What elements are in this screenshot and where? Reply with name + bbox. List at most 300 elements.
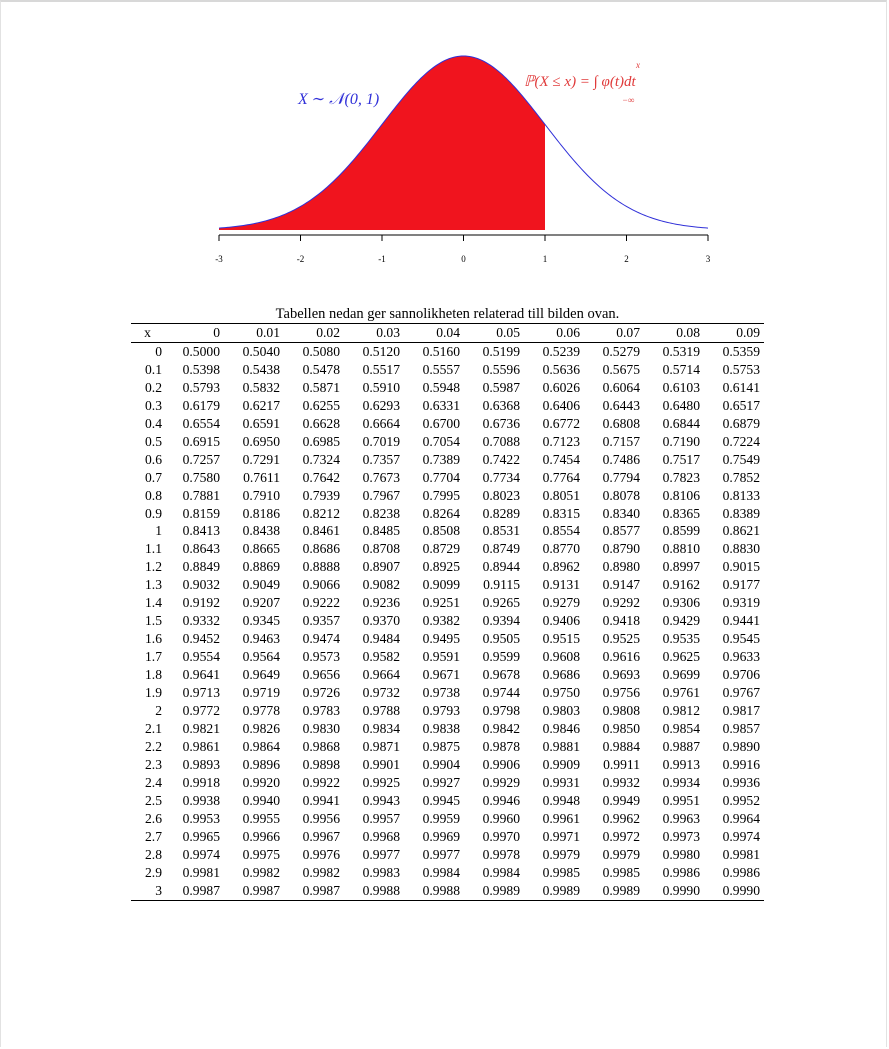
probability-cell: 0.9963 xyxy=(662,810,700,826)
probability-cell: 0.5040 xyxy=(242,343,280,359)
probability-cell: 0.9279 xyxy=(542,595,580,611)
row-label-x: 1.7 xyxy=(145,649,162,665)
column-header: 0 xyxy=(213,325,220,340)
probability-cell: 0.5359 xyxy=(722,343,760,359)
probability-cell: 0.9959 xyxy=(422,810,460,826)
probability-cell: 0.9732 xyxy=(362,685,400,701)
row-label-x: 1 xyxy=(155,523,162,539)
probability-cell: 0.6293 xyxy=(362,397,400,413)
probability-cell: 0.8106 xyxy=(662,487,700,503)
probability-cell: 0.7517 xyxy=(662,451,700,467)
probability-cell: 0.9868 xyxy=(302,738,340,754)
probability-cell: 0.8925 xyxy=(422,559,460,575)
probability-cell: 0.7967 xyxy=(362,487,400,503)
probability-cell: 0.9929 xyxy=(482,774,520,790)
probability-table-section xyxy=(131,305,764,901)
probability-cell: 0.9861 xyxy=(182,738,220,754)
probability-cell: 0.8159 xyxy=(182,505,220,521)
row-label-x: 2.1 xyxy=(145,720,162,736)
row-label-x: 2.5 xyxy=(145,792,162,808)
probability-cell: 0.9664 xyxy=(362,667,400,683)
probability-cell: 0.9875 xyxy=(422,738,460,754)
probability-cell: 0.9599 xyxy=(482,649,520,665)
probability-cell: 0.9345 xyxy=(242,613,280,629)
probability-cell: 0.7257 xyxy=(182,451,220,467)
table-row xyxy=(131,882,764,900)
probability-cell: 0.8315 xyxy=(542,505,580,521)
row-label-x: 1.6 xyxy=(145,631,162,647)
probability-cell: 0.6591 xyxy=(242,415,280,431)
row-label-x: 1.5 xyxy=(145,613,162,629)
probability-cell: 0.9981 xyxy=(182,864,220,880)
probability-cell: 0.9943 xyxy=(362,792,400,808)
row-label-x: 3 xyxy=(155,882,162,898)
probability-cell: 0.9798 xyxy=(482,703,520,719)
probability-cell: 0.9987 xyxy=(302,882,340,898)
probability-cell: 0.8438 xyxy=(242,523,280,539)
probability-cell: 0.8078 xyxy=(602,487,640,503)
probability-cell: 0.7291 xyxy=(242,451,280,467)
probability-cell: 0.9066 xyxy=(302,577,340,593)
probability-cell: 0.9463 xyxy=(242,631,280,647)
table-row xyxy=(131,666,764,684)
row-label-x: 2.2 xyxy=(145,738,162,754)
probability-cell: 0.9678 xyxy=(482,667,520,683)
column-header: 0.02 xyxy=(316,325,340,340)
probability-cell: 0.9850 xyxy=(602,720,640,736)
probability-formula xyxy=(524,60,640,105)
axis-tick-label: -2 xyxy=(296,254,305,264)
probability-cell: 0.9956 xyxy=(302,810,340,826)
probability-cell: 0.9573 xyxy=(302,649,340,665)
row-label-x: 1.4 xyxy=(145,595,162,611)
probability-cell: 0.9952 xyxy=(722,792,760,808)
probability-cell: 0.6103 xyxy=(662,379,700,395)
probability-cell: 0.9515 xyxy=(542,631,580,647)
probability-cell: 0.6331 xyxy=(422,397,460,413)
probability-cell: 0.9966 xyxy=(242,828,280,844)
normal-distribution-figure xyxy=(0,0,889,290)
probability-cell: 0.9984 xyxy=(422,864,460,880)
probability-cell: 0.9884 xyxy=(602,738,640,754)
table-row xyxy=(131,720,764,738)
table-row xyxy=(131,505,764,523)
probability-cell: 0.9744 xyxy=(482,685,520,701)
probability-cell: 0.6517 xyxy=(722,397,760,413)
table-row xyxy=(131,684,764,702)
probability-cell: 0.9949 xyxy=(602,792,640,808)
probability-cell: 0.9750 xyxy=(542,685,580,701)
probability-cell: 0.8389 xyxy=(722,505,760,521)
probability-cell: 0.9686 xyxy=(542,667,580,683)
probability-cell: 0.5160 xyxy=(422,343,460,359)
probability-cell: 0.9940 xyxy=(242,792,280,808)
probability-cell: 0.6179 xyxy=(182,397,220,413)
probability-cell: 0.9738 xyxy=(422,685,460,701)
probability-cell: 0.9495 xyxy=(422,631,460,647)
probability-cell: 0.9976 xyxy=(302,846,340,862)
probability-cell: 0.8790 xyxy=(602,541,640,557)
probability-cell: 0.6217 xyxy=(242,397,280,413)
probability-cell: 0.9953 xyxy=(182,810,220,826)
axis-tick-label: 0 xyxy=(461,254,466,264)
probability-cell: 0.9719 xyxy=(242,685,280,701)
probability-cell: 0.8599 xyxy=(662,523,700,539)
probability-cell: 0.6879 xyxy=(722,415,760,431)
probability-cell: 0.7486 xyxy=(602,451,640,467)
probability-cell: 0.9177 xyxy=(722,577,760,593)
probability-cell: 0.7673 xyxy=(362,469,400,485)
table-row xyxy=(131,451,764,469)
probability-cell: 0.9474 xyxy=(302,631,340,647)
probability-cell: 0.9913 xyxy=(662,756,700,772)
column-header: 0.08 xyxy=(676,325,700,340)
probability-cell: 0.7190 xyxy=(662,433,700,449)
probability-cell: 0.9904 xyxy=(422,756,460,772)
probability-cell: 0.9484 xyxy=(362,631,400,647)
probability-cell: 0.9726 xyxy=(302,685,340,701)
probability-cell: 0.9965 xyxy=(182,828,220,844)
probability-cell: 0.9864 xyxy=(242,738,280,754)
probability-cell: 0.9960 xyxy=(482,810,520,826)
shaded-probability-area xyxy=(219,56,545,230)
table-row xyxy=(131,630,764,648)
probability-cell: 0.9936 xyxy=(722,774,760,790)
probability-cell: 0.9131 xyxy=(542,577,580,593)
probability-cell: 0.9979 xyxy=(602,846,640,862)
probability-cell: 0.9898 xyxy=(302,756,340,772)
table-row xyxy=(131,612,764,630)
table-row xyxy=(131,756,764,774)
table-row xyxy=(131,361,764,379)
probability-cell: 0.9306 xyxy=(662,595,700,611)
probability-cell: 0.9808 xyxy=(602,703,640,719)
probability-cell: 0.7580 xyxy=(182,469,220,485)
probability-cell: 0.9656 xyxy=(302,667,340,683)
probability-cell: 0.9545 xyxy=(722,631,760,647)
probability-cell: 0.7454 xyxy=(542,451,580,467)
column-header: 0.05 xyxy=(496,325,520,340)
probability-cell: 0.9978 xyxy=(482,846,520,862)
table-header-row xyxy=(131,324,764,343)
probability-cell: 0.9973 xyxy=(662,828,700,844)
probability-cell: 0.6664 xyxy=(362,415,400,431)
probability-cell: 0.8749 xyxy=(482,541,520,557)
x-axis-ticks xyxy=(215,235,711,264)
probability-cell: 0.8531 xyxy=(482,523,520,539)
table-row xyxy=(131,864,764,882)
probability-cell: 0.6628 xyxy=(302,415,340,431)
probability-cell: 0.8770 xyxy=(542,541,580,557)
probability-cell: 0.7157 xyxy=(602,433,640,449)
probability-cell: 0.9990 xyxy=(662,882,700,898)
probability-cell: 0.9934 xyxy=(662,774,700,790)
probability-cell: 0.9783 xyxy=(302,703,340,719)
probability-cell: 0.9793 xyxy=(422,703,460,719)
probability-cell: 0.9871 xyxy=(362,738,400,754)
probability-cell: 0.8238 xyxy=(362,505,400,521)
row-label-x: 1.1 xyxy=(145,541,162,557)
probability-cell: 0.9641 xyxy=(182,667,220,683)
probability-cell: 0.9957 xyxy=(362,810,400,826)
probability-label: ℙ(X ≤ x) = ∫ φ(t)dt xyxy=(524,74,636,90)
probability-cell: 0.9887 xyxy=(662,738,700,754)
probability-cell: 0.9946 xyxy=(482,792,520,808)
probability-cell: 0.5675 xyxy=(602,361,640,377)
row-label-x: 0.4 xyxy=(145,415,162,431)
probability-cell: 0.9981 xyxy=(722,846,760,862)
axis-tick-label: 2 xyxy=(624,254,629,264)
probability-cell: 0.9854 xyxy=(662,720,700,736)
probability-cell: 0.8962 xyxy=(542,559,580,575)
row-label-x: 0.3 xyxy=(145,397,162,413)
probability-cell: 0.7939 xyxy=(302,487,340,503)
probability-cell: 0.9616 xyxy=(602,649,640,665)
probability-cell: 0.9441 xyxy=(722,613,760,629)
probability-cell: 0.8888 xyxy=(302,559,340,575)
probability-cell: 0.5753 xyxy=(722,361,760,377)
probability-cell: 0.9975 xyxy=(242,846,280,862)
row-label-x: 0 xyxy=(155,343,162,359)
table-row xyxy=(131,342,764,360)
probability-cell: 0.9977 xyxy=(422,846,460,862)
probability-cell: 0.7389 xyxy=(422,451,460,467)
table-row xyxy=(131,648,764,666)
probability-cell: 0.7054 xyxy=(422,433,460,449)
probability-cell: 0.5199 xyxy=(482,343,520,359)
probability-cell: 0.9251 xyxy=(422,595,460,611)
probability-cell: 0.6064 xyxy=(602,379,640,395)
probability-cell: 0.7734 xyxy=(482,469,520,485)
probability-cell: 0.9032 xyxy=(182,577,220,593)
probability-cell: 0.9985 xyxy=(542,864,580,880)
table-row xyxy=(131,594,764,612)
probability-cell: 0.9989 xyxy=(602,882,640,898)
row-label-x: 1.8 xyxy=(145,667,162,683)
probability-cell: 0.9955 xyxy=(242,810,280,826)
probability-cell: 0.9982 xyxy=(302,864,340,880)
table-row xyxy=(131,792,764,810)
probability-cell: 0.5120 xyxy=(362,343,400,359)
probability-cell: 0.7088 xyxy=(482,433,520,449)
row-label-x: 0.8 xyxy=(145,487,162,503)
probability-cell: 0.6915 xyxy=(182,433,220,449)
probability-cell: 0.9429 xyxy=(662,613,700,629)
probability-cell: 0.5319 xyxy=(662,343,700,359)
probability-cell: 0.6368 xyxy=(482,397,520,413)
probability-cell: 0.8643 xyxy=(182,541,220,557)
probability-cell: 0.7224 xyxy=(722,433,760,449)
table-row xyxy=(131,738,764,756)
probability-cell: 0.9842 xyxy=(482,720,520,736)
probability-cell: 0.9979 xyxy=(542,846,580,862)
table-row xyxy=(131,810,764,828)
column-header: 0.07 xyxy=(616,325,640,340)
probability-cell: 0.8340 xyxy=(602,505,640,521)
row-label-x: 0.2 xyxy=(145,379,162,395)
probability-cell: 0.9988 xyxy=(362,882,400,898)
probability-cell: 0.9987 xyxy=(182,882,220,898)
probability-cell: 0.5478 xyxy=(302,361,340,377)
probability-cell: 0.9945 xyxy=(422,792,460,808)
probability-cell: 0.9932 xyxy=(602,774,640,790)
probability-cell: 0.9964 xyxy=(722,810,760,826)
probability-cell: 0.9394 xyxy=(482,613,520,629)
row-label-x: 0.6 xyxy=(145,451,162,467)
probability-cell: 0.9830 xyxy=(302,720,340,736)
axis-tick-label: -1 xyxy=(378,254,386,264)
probability-cell: 0.5948 xyxy=(422,379,460,395)
row-label-x: 2 xyxy=(155,703,162,719)
probability-cell: 0.9968 xyxy=(362,828,400,844)
probability-cell: 0.8577 xyxy=(602,523,640,539)
probability-cell: 0.9162 xyxy=(662,577,700,593)
table-row xyxy=(131,558,764,576)
probability-cell: 0.9988 xyxy=(422,882,460,898)
probability-cell: 0.9878 xyxy=(482,738,520,754)
probability-cell: 0.9927 xyxy=(422,774,460,790)
probability-cell: 0.9857 xyxy=(722,720,760,736)
probability-cell: 0.9761 xyxy=(662,685,700,701)
probability-cell: 0.5910 xyxy=(362,379,400,395)
probability-cell: 0.9292 xyxy=(602,595,640,611)
probability-cell: 0.6736 xyxy=(482,415,520,431)
probability-cell: 0.5239 xyxy=(542,343,580,359)
probability-cell: 0.8051 xyxy=(542,487,580,503)
probability-cell: 0.5636 xyxy=(542,361,580,377)
probability-cell: 0.9756 xyxy=(602,685,640,701)
probability-cell: 0.6772 xyxy=(542,415,580,431)
probability-cell: 0.9564 xyxy=(242,649,280,665)
table-row xyxy=(131,828,764,846)
row-label-x: 2.6 xyxy=(145,810,162,826)
table-caption: Tabellen nedan ger sannolikheten relaterad till bilden ovan. xyxy=(275,306,620,322)
probability-cell: 0.6700 xyxy=(422,415,460,431)
probability-cell: 0.9099 xyxy=(422,577,460,593)
probability-cell: 0.5832 xyxy=(242,379,280,395)
probability-cell: 0.8621 xyxy=(722,523,760,539)
probability-cell: 0.9989 xyxy=(542,882,580,898)
row-label-x: 2.7 xyxy=(145,828,162,844)
probability-cell: 0.9967 xyxy=(302,828,340,844)
probability-cell: 0.6255 xyxy=(302,397,340,413)
table-row xyxy=(131,846,764,864)
probability-cell: 0.9625 xyxy=(662,649,700,665)
integral-lower-limit: −∞ xyxy=(622,95,635,105)
probability-cell: 0.8186 xyxy=(242,505,280,521)
probability-cell: 0.9222 xyxy=(302,595,340,611)
probability-cell: 0.7764 xyxy=(542,469,580,485)
integral-upper-limit: x xyxy=(636,60,640,70)
probability-cell: 0.9846 xyxy=(542,720,580,736)
probability-cell: 0.9207 xyxy=(242,595,280,611)
probability-cell: 0.7019 xyxy=(362,433,400,449)
probability-cell: 0.9881 xyxy=(542,738,580,754)
probability-cell: 0.9971 xyxy=(542,828,580,844)
probability-cell: 0.5000 xyxy=(182,343,220,359)
probability-cell: 0.9970 xyxy=(482,828,520,844)
probability-cell: 0.9962 xyxy=(602,810,640,826)
probability-cell: 0.9049 xyxy=(242,577,280,593)
probability-cell: 0.7881 xyxy=(182,487,220,503)
probability-cell: 0.9554 xyxy=(182,649,220,665)
probability-cell: 0.9984 xyxy=(482,864,520,880)
probability-cell: 0.9015 xyxy=(722,559,760,575)
probability-cell: 0.9911 xyxy=(603,756,640,772)
probability-cell: 0.8508 xyxy=(422,523,460,539)
probability-cell: 0.8413 xyxy=(182,523,220,539)
probability-cell: 0.5793 xyxy=(182,379,220,395)
probability-cell: 0.9147 xyxy=(602,577,640,593)
row-label-x: 1.2 xyxy=(145,559,162,575)
probability-cell: 0.9893 xyxy=(182,756,220,772)
probability-cell: 0.7852 xyxy=(722,469,760,485)
column-header: 0.01 xyxy=(256,325,280,340)
row-label-x: 2.9 xyxy=(145,864,162,880)
row-label-x: 2.4 xyxy=(145,774,162,790)
probability-cell: 0.8997 xyxy=(662,559,700,575)
probability-cell: 0.9608 xyxy=(542,649,580,665)
probability-cell: 0.9817 xyxy=(722,703,760,719)
table-row xyxy=(131,487,764,505)
probability-cell: 0.7611 xyxy=(243,469,280,485)
probability-cell: 0.8907 xyxy=(362,559,400,575)
probability-cell: 0.9980 xyxy=(662,846,700,862)
table-row xyxy=(131,522,764,540)
probability-cell: 0.7995 xyxy=(422,487,460,503)
probability-cell: 0.7357 xyxy=(362,451,400,467)
probability-cell: 0.6985 xyxy=(302,433,340,449)
probability-cell: 0.9452 xyxy=(182,631,220,647)
column-header: 0.04 xyxy=(436,325,460,340)
probability-cell: 0.7422 xyxy=(482,451,520,467)
probability-cell: 0.9961 xyxy=(542,810,580,826)
probability-cell: 0.9778 xyxy=(242,703,280,719)
row-label-x: 0.7 xyxy=(145,469,162,485)
probability-cell: 0.9382 xyxy=(422,613,460,629)
probability-cell: 0.7324 xyxy=(302,451,340,467)
probability-cell: 0.9974 xyxy=(182,846,220,862)
probability-cell: 0.5279 xyxy=(602,343,640,359)
probability-cell: 0.9906 xyxy=(482,756,520,772)
probability-cell: 0.9987 xyxy=(242,882,280,898)
probability-cell: 0.8133 xyxy=(722,487,760,503)
probability-cell: 0.9972 xyxy=(602,828,640,844)
probability-cell: 0.9418 xyxy=(602,613,640,629)
probability-cell: 0.9986 xyxy=(722,864,760,880)
probability-cell: 0.8869 xyxy=(242,559,280,575)
row-label-x: 2.3 xyxy=(145,756,162,772)
table-row xyxy=(131,540,764,558)
probability-cell: 0.7642 xyxy=(302,469,340,485)
probability-cell: 0.7823 xyxy=(662,469,700,485)
table-row xyxy=(131,469,764,487)
probability-cell: 0.8849 xyxy=(182,559,220,575)
probability-cell: 0.9788 xyxy=(362,703,400,719)
probability-cell: 0.9989 xyxy=(482,882,520,898)
probability-cell: 0.9693 xyxy=(602,667,640,683)
probability-cell: 0.9951 xyxy=(662,792,700,808)
probability-cell: 0.5438 xyxy=(242,361,280,377)
probability-cell: 0.9821 xyxy=(182,720,220,736)
axis-tick-label: -3 xyxy=(215,254,223,264)
probability-cell: 0.6141 xyxy=(722,379,760,395)
table-row xyxy=(131,774,764,792)
row-label-x: 0.9 xyxy=(145,505,162,521)
column-header: 0.06 xyxy=(556,325,580,340)
probability-cell: 0.5398 xyxy=(182,361,220,377)
probability-cell: 0.8686 xyxy=(302,541,340,557)
